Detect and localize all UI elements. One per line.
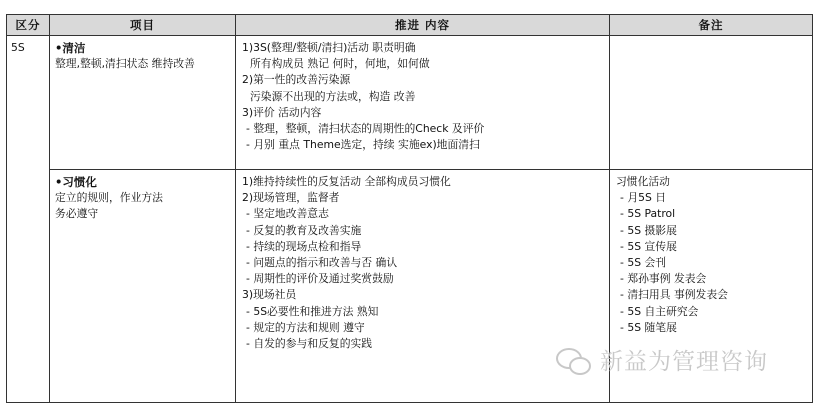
content-line: - 整理，整顿，清扫状态的周期性的Check 及评价 xyxy=(246,122,485,136)
content-line: - 自发的参与和反复的实践 xyxy=(246,337,373,351)
note-line: - 5S 摄影展 xyxy=(620,223,677,237)
watermark-text: 新益为管理咨询 xyxy=(600,349,768,375)
item-title: •清洁 xyxy=(55,41,86,55)
content-line: 所有构成员 熟记 何时，何地，如何做 xyxy=(250,57,430,71)
item-desc: 整理,整顿,清扫状态 维持改善 xyxy=(55,57,195,71)
content-line: - 坚定地改善意志 xyxy=(246,207,329,221)
content-line: - 反复的教育及改善实施 xyxy=(246,223,362,237)
content-line: - 5S必要性和推进方法 熟知 xyxy=(246,304,379,318)
item-cell xyxy=(50,36,236,170)
header-row xyxy=(7,15,813,36)
header-item: 项目 xyxy=(50,15,236,36)
area-label: 5S xyxy=(11,41,25,54)
note-line: 习惯化活动 xyxy=(616,175,670,188)
note-line: - 月5S 日 xyxy=(620,191,667,205)
watermark xyxy=(556,343,768,376)
item-cell xyxy=(50,170,236,403)
content-cell xyxy=(236,36,610,170)
content-line: 污染源不出现的方法或，构造 改善 xyxy=(250,89,416,103)
content-line: 3)现场社员 xyxy=(242,288,297,302)
item-desc: 定立的规则，作业方法 xyxy=(55,191,163,205)
area-cell xyxy=(7,36,50,403)
item-desc: 务必遵守 xyxy=(55,207,99,221)
note-line: - 5S 会刊 xyxy=(620,256,667,270)
note-cell xyxy=(610,36,813,170)
content-line: - 问题点的指示和改善与否 确认 xyxy=(246,256,398,270)
item-title: •习惯化 xyxy=(55,175,97,189)
table-row xyxy=(7,36,813,170)
content-line: 1)3S(整理/整顿/清扫)活动 职责明确 xyxy=(242,41,416,54)
content-line: - 月别 重点 Theme选定，持续 实施ex)地面清扫 xyxy=(246,138,480,152)
note-line: - 郑孙事例 发表会 xyxy=(620,272,707,286)
content-line: - 周期性的评价及通过奖赏鼓励 xyxy=(246,272,394,286)
note-line: - 5S 自主研究会 xyxy=(620,304,699,318)
content-cell xyxy=(236,170,610,403)
content-line: - 规定的方法和规则 遵守 xyxy=(246,320,365,334)
content-line: 1)维持持续性的反复活动 全部构成员习惯化 xyxy=(242,175,451,188)
content-line: 3)评价 活动内容 xyxy=(242,105,322,119)
chat-bubbles-icon xyxy=(556,346,590,374)
note-line: - 5S 宣传展 xyxy=(620,239,677,253)
note-line: - 5S 随笔展 xyxy=(620,320,677,334)
content-line: - 持续的现场点检和指导 xyxy=(246,239,362,253)
header-area: 区分 xyxy=(7,15,50,36)
header-content: 推进 内容 xyxy=(236,15,610,36)
header-note: 备注 xyxy=(610,15,813,36)
content-line: 2)现场管理，监督者 xyxy=(242,191,340,205)
content-line: 2)第一性的改善污染源 xyxy=(242,73,351,87)
note-line: - 5S Patrol xyxy=(620,207,676,221)
note-line: - 清扫用具 事例发表会 xyxy=(620,288,728,302)
